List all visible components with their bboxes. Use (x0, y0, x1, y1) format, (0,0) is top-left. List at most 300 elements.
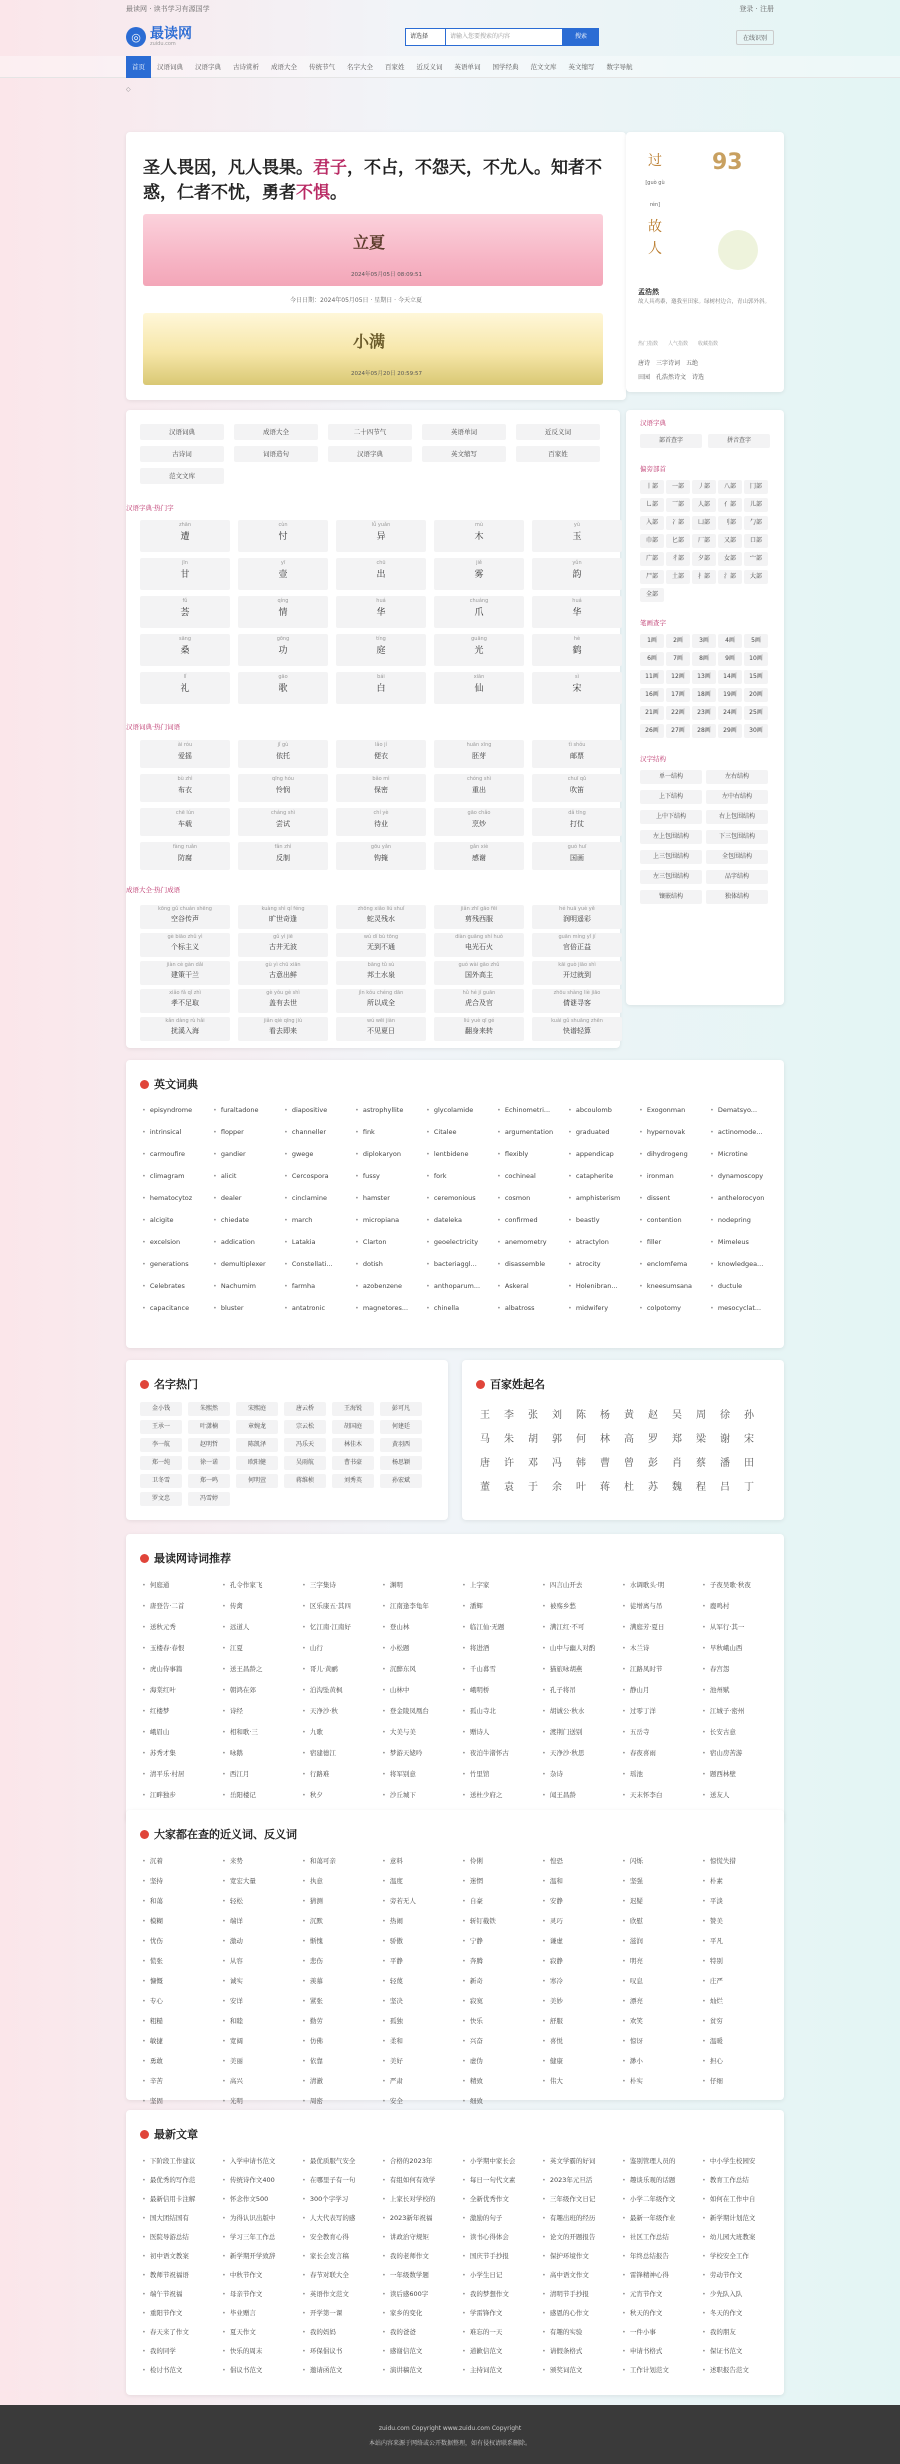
name-item[interactable]: 宗云松 (284, 1420, 326, 1434)
quick-link[interactable]: 英文缩写 (422, 446, 506, 462)
english-word[interactable]: • Celebrates (142, 1282, 210, 1290)
radical-item[interactable]: 凵部 (692, 516, 716, 530)
article-link[interactable]: • 每日一句代文素 (462, 2175, 538, 2184)
solar-term-image-lixia[interactable] (143, 214, 603, 286)
stroke-item[interactable]: 24画 (718, 706, 742, 720)
article-link[interactable]: • 开学第一课 (302, 2308, 378, 2317)
hot-word[interactable] (238, 774, 328, 802)
antonym-link[interactable]: • 依靠 (302, 2056, 378, 2065)
hot-char[interactable] (532, 596, 622, 628)
antonym-link[interactable]: • 温暖 (702, 2036, 778, 2045)
poem-link[interactable]: • 泊沟坠黄枫 (302, 1685, 378, 1694)
radical-item[interactable]: 又部 (718, 534, 742, 548)
stroke-item[interactable]: 5画 (744, 634, 768, 648)
stroke-item[interactable]: 15画 (744, 670, 768, 684)
poem-link[interactable]: • 江路凤时节 (622, 1664, 698, 1673)
radical-item[interactable]: 丨部 (640, 480, 664, 494)
english-word[interactable]: • Cercospora (284, 1172, 352, 1180)
surname-item[interactable]: 蒋 (600, 1482, 610, 1493)
poem-link[interactable]: • 相和歌·三 (222, 1727, 298, 1736)
hot-char[interactable] (140, 634, 230, 666)
article-link[interactable]: • 中小学生校园安 (702, 2156, 778, 2165)
radical-item[interactable]: 宀部 (744, 552, 768, 566)
surname-item[interactable]: 杨 (600, 1410, 610, 1421)
name-item[interactable]: 胡国庭 (332, 1420, 374, 1434)
article-link[interactable]: • 小学生日记 (462, 2270, 538, 2279)
poem-link[interactable]: • 闻王昌龄 (542, 1790, 618, 1799)
article-link[interactable]: • 述职报告范文 (702, 2365, 778, 2374)
poem-link[interactable]: • 天末怀李白 (622, 1790, 698, 1799)
hot-char[interactable] (434, 634, 524, 666)
surname-item[interactable]: 赵 (648, 1410, 658, 1421)
hot-char[interactable] (238, 596, 328, 628)
article-link[interactable]: • 最新一年级作业 (622, 2213, 698, 2222)
poem-link[interactable]: • 静山月 (622, 1685, 698, 1694)
english-word[interactable]: • Mimeleus (710, 1238, 778, 1246)
surname-item[interactable]: 余 (552, 1482, 562, 1493)
article-link[interactable]: • 小学期中家长会 (462, 2156, 538, 2165)
antonym-link[interactable]: • 沉着 (142, 1856, 218, 1865)
poem-link[interactable]: • 诗经 (222, 1706, 298, 1715)
antonym-link[interactable]: • 执意 (302, 1876, 378, 1885)
english-word[interactable]: • Askeral (497, 1282, 565, 1290)
hot-char[interactable] (140, 558, 230, 590)
english-word[interactable]: • catapherite (568, 1172, 636, 1180)
stroke-item[interactable]: 23画 (692, 706, 716, 720)
antonym-link[interactable]: • 宽宏大量 (222, 1876, 298, 1885)
name-item[interactable]: 徐一诺 (188, 1456, 230, 1470)
poem-link[interactable]: • 竹里馆 (462, 1769, 538, 1778)
stroke-item[interactable]: 2画 (666, 634, 690, 648)
antonym-link[interactable]: • 惶恐 (542, 1856, 618, 1865)
quick-link[interactable]: 二十四节气 (328, 424, 412, 440)
poem-link[interactable]: • 将进酒 (462, 1643, 538, 1652)
antonym-link[interactable]: • 闪烁 (622, 1856, 698, 1865)
article-link[interactable]: • 春天来了作文 (142, 2327, 218, 2336)
poem-link[interactable]: • 登山林 (382, 1622, 458, 1631)
english-word[interactable]: • gwege (284, 1150, 352, 1158)
antonym-link[interactable]: • 自豪 (462, 1896, 538, 1905)
article-link[interactable]: • 一年级数学题 (382, 2270, 458, 2279)
antonym-link[interactable]: • 仿佛 (302, 2036, 378, 2045)
english-word[interactable]: • Exogonman (639, 1106, 707, 1114)
radical-item[interactable]: 儿部 (744, 498, 768, 512)
hot-char[interactable] (140, 596, 230, 628)
structure-item[interactable]: 左右结构 (706, 770, 768, 784)
hot-word[interactable] (532, 842, 622, 870)
hot-char[interactable] (532, 558, 622, 590)
english-word[interactable]: • generations (142, 1260, 210, 1268)
antonym-link[interactable]: • 光明 (222, 2096, 298, 2105)
english-word[interactable]: • climagram (142, 1172, 210, 1180)
english-word[interactable]: • disassemble (497, 1260, 565, 1268)
english-word[interactable]: • contention (639, 1216, 707, 1224)
article-link[interactable]: • 学雷锋作文 (462, 2308, 538, 2317)
article-link[interactable]: • 我的爸爸 (382, 2327, 458, 2336)
poem-link[interactable]: • 传禽 (222, 1601, 298, 1610)
article-link[interactable]: • 邀请函范文 (302, 2365, 378, 2374)
hot-idiom[interactable] (434, 1017, 524, 1041)
name-item[interactable]: 罗文忠 (140, 1492, 182, 1506)
poem-link[interactable]: • 长安古意 (702, 1727, 778, 1736)
poem-link[interactable]: • 咏鹅 (222, 1748, 298, 1757)
antonym-link[interactable]: • 来势 (222, 1856, 298, 1865)
poem-link[interactable]: • 胡诚公·秋水 (542, 1706, 618, 1715)
english-word[interactable]: • glycolamide (426, 1106, 494, 1114)
article-link[interactable]: • 感谢信范文 (382, 2346, 458, 2355)
antonym-link[interactable]: • 孤独 (382, 2016, 458, 2025)
surname-item[interactable]: 程 (696, 1482, 706, 1493)
stroke-item[interactable]: 14画 (718, 670, 742, 684)
english-word[interactable]: • hamster (355, 1194, 423, 1202)
surname-item[interactable]: 蔡 (696, 1458, 706, 1469)
article-link[interactable]: • 倡议书范文 (222, 2365, 298, 2374)
article-link[interactable]: • 秋天的作文 (622, 2308, 698, 2317)
surname-item[interactable]: 张 (528, 1410, 538, 1421)
poem-link[interactable]: • 猫旅咏胡燕 (542, 1664, 618, 1673)
english-word[interactable]: • episyndrome (142, 1106, 210, 1114)
english-word[interactable]: • fink (355, 1128, 423, 1136)
poem-link[interactable]: • 九歌 (302, 1727, 378, 1736)
name-item[interactable]: 王海锐 (332, 1402, 374, 1416)
poem-link[interactable]: • 江夏 (222, 1643, 298, 1652)
hot-char[interactable] (336, 558, 426, 590)
surname-item[interactable]: 吴 (672, 1410, 682, 1421)
antonym-link[interactable]: • 柔和 (382, 2036, 458, 2045)
hot-idiom[interactable] (238, 905, 328, 929)
article-link[interactable]: • 难忘的一天 (462, 2327, 538, 2336)
hot-idiom[interactable] (336, 961, 426, 985)
article-link[interactable]: • 安全教育心得 (302, 2232, 378, 2241)
poem-link[interactable]: • 天净沙·秋 (302, 1706, 378, 1715)
surname-item[interactable]: 吕 (720, 1482, 730, 1493)
stroke-item[interactable]: 21画 (640, 706, 664, 720)
stroke-item[interactable]: 26画 (640, 724, 664, 738)
stroke-item[interactable]: 7画 (666, 652, 690, 666)
hot-word[interactable] (434, 842, 524, 870)
name-item[interactable]: 郑一纯 (140, 1456, 182, 1470)
article-link[interactable]: • 幼儿园大班教案 (702, 2232, 778, 2241)
radical-item[interactable]: 厂部 (692, 534, 716, 548)
antonym-link[interactable]: • 漂亮 (622, 1996, 698, 2005)
article-link[interactable]: • 新学期开学致辞 (222, 2251, 298, 2260)
stroke-item[interactable]: 25画 (744, 706, 768, 720)
quick-link[interactable]: 汉语字典 (328, 446, 412, 462)
article-link[interactable]: • 劳动节作文 (702, 2270, 778, 2279)
hot-char[interactable] (532, 520, 622, 552)
name-item[interactable]: 孙宏斌 (380, 1474, 422, 1488)
poem-link[interactable]: • 孔子将吊 (542, 1685, 618, 1694)
hot-idiom[interactable] (434, 961, 524, 985)
hot-idiom[interactable] (238, 961, 328, 985)
poem-link[interactable]: • 瑶池 (622, 1769, 698, 1778)
nav-item[interactable]: 英文缩写 (568, 62, 595, 71)
antonym-link[interactable]: • 温和 (542, 1876, 618, 1885)
surname-item[interactable]: 董 (480, 1482, 490, 1493)
hot-word[interactable] (238, 842, 328, 870)
hot-idiom[interactable] (336, 905, 426, 929)
radical-item[interactable]: 尸部 (640, 570, 664, 584)
surname-item[interactable]: 胡 (528, 1434, 538, 1445)
quick-link[interactable]: 词语造句 (234, 446, 318, 462)
english-word[interactable]: • addication (213, 1238, 281, 1246)
poem-link[interactable]: • 送友人 (702, 1790, 778, 1799)
poem-link[interactable]: • 峨明桥 (462, 1685, 538, 1694)
surname-item[interactable]: 曾 (624, 1458, 634, 1469)
radical-item[interactable]: 刂部 (718, 516, 742, 530)
hot-word[interactable] (532, 808, 622, 836)
surname-item[interactable]: 许 (504, 1458, 514, 1469)
antonym-link[interactable]: • 骄傲 (382, 1936, 458, 1945)
antonym-link[interactable]: • 悲伤 (302, 1956, 378, 1965)
antonym-link[interactable]: • 坚固 (142, 2096, 218, 2105)
article-link[interactable]: • 2023新年祝福 (382, 2213, 458, 2222)
surname-item[interactable]: 郑 (672, 1434, 682, 1445)
structure-item[interactable]: 左上包围结构 (640, 830, 702, 844)
surname-item[interactable]: 袁 (504, 1482, 514, 1493)
english-word[interactable]: • knowledgea... (710, 1260, 778, 1268)
radical-item[interactable]: 匕部 (666, 534, 690, 548)
stroke-item[interactable]: 29画 (718, 724, 742, 738)
antonym-link[interactable]: • 伟大 (542, 2076, 618, 2085)
article-link[interactable]: • 下阶段工作建议 (142, 2156, 218, 2165)
english-word[interactable]: • Constellati... (284, 1260, 352, 1268)
surname-item[interactable]: 曹 (600, 1458, 610, 1469)
english-word[interactable]: • cinclamine (284, 1194, 352, 1202)
article-link[interactable]: • 有趣出班的经历 (542, 2213, 618, 2222)
poem-link[interactable]: • 千山暮雪 (462, 1664, 538, 1673)
nav-item[interactable]: 范文文库 (530, 62, 557, 71)
login-links[interactable]: 登录 · 注册 (739, 5, 774, 13)
article-link[interactable]: • 我的妈妈 (302, 2327, 378, 2336)
article-link[interactable]: • 颁奖词范文 (542, 2365, 618, 2374)
hot-idiom[interactable] (532, 1017, 622, 1041)
article-link[interactable]: • 上家长对学校的 (382, 2194, 458, 2203)
article-link[interactable]: • 读后感600字 (382, 2289, 458, 2298)
surname-item[interactable]: 徐 (720, 1410, 730, 1421)
antonym-link[interactable]: • 坚决 (382, 1996, 458, 2005)
article-link[interactable]: • 夏天作文 (222, 2327, 298, 2336)
english-word[interactable]: • alicit (213, 1172, 281, 1180)
antonym-link[interactable]: • 勇敢 (142, 2056, 218, 2065)
surname-item[interactable]: 陈 (576, 1410, 586, 1421)
antonym-link[interactable]: • 温度 (382, 1876, 458, 1885)
radical-item[interactable]: 一部 (666, 480, 690, 494)
antonym-link[interactable]: • 寂静 (542, 1956, 618, 1965)
english-word[interactable]: • dotish (355, 1260, 423, 1268)
hot-idiom[interactable] (532, 905, 622, 929)
name-item[interactable]: 黄羽西 (380, 1438, 422, 1452)
english-word[interactable]: • nodepring (710, 1216, 778, 1224)
quick-link[interactable]: 百家姓 (516, 446, 600, 462)
structure-item[interactable]: 品字结构 (706, 870, 768, 884)
antonym-link[interactable]: • 平凡 (702, 1936, 778, 1945)
structure-item[interactable]: 上三包围结构 (640, 850, 702, 864)
radical-item[interactable]: 扌部 (692, 570, 716, 584)
poem-link[interactable]: • 苏秀才集 (142, 1748, 218, 1757)
article-link[interactable]: • 如何在工作中自 (702, 2194, 778, 2203)
english-word[interactable]: • intrinsical (142, 1128, 210, 1136)
search-input[interactable]: 请输入您要搜索的内容 (445, 28, 563, 46)
surname-item[interactable]: 朱 (504, 1434, 514, 1445)
english-word[interactable]: • graduated (568, 1128, 636, 1136)
structure-item[interactable]: 镶嵌结构 (640, 890, 702, 904)
poem-link[interactable]: • 杂诗 (542, 1769, 618, 1778)
english-word[interactable]: • flopper (213, 1128, 281, 1136)
antonym-link[interactable]: • 周密 (302, 2096, 378, 2105)
antonym-link[interactable]: • 轻松 (222, 1896, 298, 1905)
hot-char[interactable] (336, 596, 426, 628)
article-link[interactable]: • 高中语文作文 (542, 2270, 618, 2279)
poem-link[interactable]: • 宿山房苦游 (702, 1748, 778, 1757)
radical-item[interactable]: 氵部 (718, 570, 742, 584)
hot-idiom[interactable] (434, 989, 524, 1013)
antonym-link[interactable]: • 轻蔑 (382, 1976, 458, 1985)
structure-item[interactable]: 左中右结构 (706, 790, 768, 804)
nav-item[interactable]: 汉语词典 (157, 62, 183, 71)
english-word[interactable]: • ceremonious (426, 1194, 494, 1202)
article-link[interactable]: • 道歉信范文 (462, 2346, 538, 2355)
english-word[interactable]: • mesocyclat... (710, 1304, 778, 1312)
hot-idiom[interactable] (336, 989, 426, 1013)
poem-link[interactable]: • 沉醉东风 (382, 1664, 458, 1673)
surname-item[interactable]: 魏 (672, 1482, 682, 1493)
poem-link[interactable]: • 天净沙·秋思 (542, 1748, 618, 1757)
stroke-item[interactable]: 11画 (640, 670, 664, 684)
structure-item[interactable]: 单一结构 (640, 770, 702, 784)
antonym-link[interactable]: • 坚持 (142, 1876, 218, 1885)
search-button[interactable]: 搜索 (563, 28, 599, 46)
hot-word[interactable] (336, 842, 426, 870)
article-link[interactable]: • 最优质服气安全 (302, 2156, 378, 2165)
hot-idiom[interactable] (532, 961, 622, 985)
hot-word[interactable] (140, 774, 230, 802)
article-link[interactable]: • 元宵节作文 (622, 2289, 698, 2298)
antonym-link[interactable]: • 热闹 (382, 1916, 458, 1925)
surname-item[interactable]: 田 (744, 1458, 754, 1469)
poem-link[interactable]: • 送秋元秀 (142, 1622, 218, 1631)
article-link[interactable]: • 英语作文范文 (302, 2289, 378, 2298)
antonym-link[interactable]: • 虚伪 (462, 2056, 538, 2065)
article-link[interactable]: • 合格的2023年 (382, 2156, 458, 2165)
structure-item[interactable]: 独体结构 (706, 890, 768, 904)
antonym-link[interactable]: • 辛苦 (142, 2076, 218, 2085)
surname-item[interactable]: 邓 (528, 1458, 538, 1469)
hot-idiom[interactable] (238, 1017, 328, 1041)
english-word[interactable]: • antatronic (284, 1304, 352, 1312)
antonym-link[interactable]: • 庄严 (702, 1976, 778, 1985)
nav-item[interactable]: 数字导航 (606, 62, 633, 71)
poem-link[interactable]: • 区乐康五·其四 (302, 1601, 378, 1610)
antonym-link[interactable]: • 健康 (542, 2056, 618, 2065)
antonym-link[interactable]: • 灿烂 (702, 1996, 778, 2005)
antonym-link[interactable]: • 诚实 (222, 1976, 298, 1985)
hot-word[interactable] (434, 740, 524, 768)
poem-link[interactable]: • 临江仙·无题 (462, 1622, 538, 1631)
hot-char[interactable] (434, 558, 524, 590)
article-link[interactable]: • 中秋节作文 (222, 2270, 298, 2279)
surname-item[interactable]: 高 (624, 1434, 634, 1445)
radical-item[interactable]: 冂部 (744, 480, 768, 494)
logo[interactable] (126, 27, 192, 47)
antonym-link[interactable]: • 旁若无人 (382, 1896, 458, 1905)
name-item[interactable]: 何建廷 (380, 1420, 422, 1434)
article-link[interactable]: • 三年级作文日记 (542, 2194, 618, 2203)
english-word[interactable]: • colpotomy (639, 1304, 707, 1312)
article-link[interactable]: • 冬天的作文 (702, 2308, 778, 2317)
surname-item[interactable]: 叶 (576, 1482, 586, 1493)
article-link[interactable]: • 怀念作文500 (222, 2194, 298, 2203)
stroke-item[interactable]: 16画 (640, 688, 664, 702)
name-item[interactable]: 刘秀英 (332, 1474, 374, 1488)
english-word[interactable]: • albatross (497, 1304, 565, 1312)
article-link[interactable]: • 端午节祝福 (142, 2289, 218, 2298)
antonym-link[interactable]: • 猜测 (302, 1896, 378, 1905)
antonym-link[interactable]: • 寂寞 (462, 1996, 538, 2005)
article-link[interactable]: • 毕业赠言 (222, 2308, 298, 2317)
stroke-item[interactable]: 22画 (666, 706, 690, 720)
poem-link[interactable]: • 送杜少府之 (462, 1790, 538, 1799)
surname-item[interactable]: 宋 (744, 1434, 754, 1445)
article-link[interactable]: • 请假条格式 (542, 2346, 618, 2355)
antonym-link[interactable]: • 欢笑 (622, 2016, 698, 2025)
antonym-link[interactable]: • 叹息 (622, 1976, 698, 1985)
antonym-link[interactable]: • 敏捷 (142, 2036, 218, 2045)
antonym-link[interactable]: • 端详 (222, 1916, 298, 1925)
article-link[interactable]: • 最新信用卡注解 (142, 2194, 218, 2203)
poem-link[interactable]: • 大美与美 (382, 1727, 458, 1736)
english-word[interactable]: • carmoufire (142, 1150, 210, 1158)
article-link[interactable]: • 少先队入队 (702, 2289, 778, 2298)
english-word[interactable]: • abcoulomb (568, 1106, 636, 1114)
poem-link[interactable]: • 满庭芳·夏日 (622, 1622, 698, 1631)
structure-item[interactable]: 下三包围结构 (706, 830, 768, 844)
poem-link[interactable]: • 江畔独步 (142, 1790, 218, 1799)
stroke-item[interactable]: 8画 (692, 652, 716, 666)
antonym-link[interactable]: • 安全 (382, 2096, 458, 2105)
article-link[interactable]: • 讲政治守规矩 (382, 2232, 458, 2241)
english-word[interactable]: • magnetores... (355, 1304, 423, 1312)
antonym-link[interactable]: • 欣慰 (622, 1916, 698, 1925)
antonym-link[interactable]: • 严肃 (382, 2076, 458, 2085)
article-link[interactable]: • 保护环境作文 (542, 2251, 618, 2260)
poem-link[interactable]: • 秋夕 (302, 1790, 378, 1799)
hot-idiom[interactable] (434, 933, 524, 957)
name-item[interactable]: 欧阳健 (236, 1456, 278, 1470)
article-link[interactable]: • 英文学霸的好词 (542, 2156, 618, 2165)
name-item[interactable]: 蒋维桢 (284, 1474, 326, 1488)
antonym-link[interactable]: • 明亮 (622, 1956, 698, 1965)
hot-char[interactable] (336, 520, 426, 552)
antonym-link[interactable]: • 赞美 (702, 1916, 778, 1925)
antonym-link[interactable]: • 渺小 (622, 2056, 698, 2065)
name-item[interactable]: 何明萱 (236, 1474, 278, 1488)
structure-item[interactable]: 上中下结构 (640, 810, 702, 824)
antonym-link[interactable]: • 美妙 (542, 1996, 618, 2005)
name-item[interactable]: 宋熙庭 (236, 1402, 278, 1416)
name-item[interactable]: 赵明哲 (188, 1438, 230, 1452)
name-item[interactable]: 林佳木 (332, 1438, 374, 1452)
antonym-link[interactable]: • 美丽 (222, 2056, 298, 2065)
poem-link[interactable]: • 子夜吴歌·秋夜 (702, 1580, 778, 1589)
hot-idiom[interactable] (336, 933, 426, 957)
english-word[interactable]: • actinomode... (710, 1128, 778, 1136)
english-word[interactable]: • hematocytoz (142, 1194, 210, 1202)
surname-item[interactable]: 潘 (720, 1458, 730, 1469)
antonym-link[interactable]: • 贫穷 (702, 2016, 778, 2025)
surname-item[interactable]: 韩 (576, 1458, 586, 1469)
english-word[interactable]: • confirmed (497, 1216, 565, 1224)
